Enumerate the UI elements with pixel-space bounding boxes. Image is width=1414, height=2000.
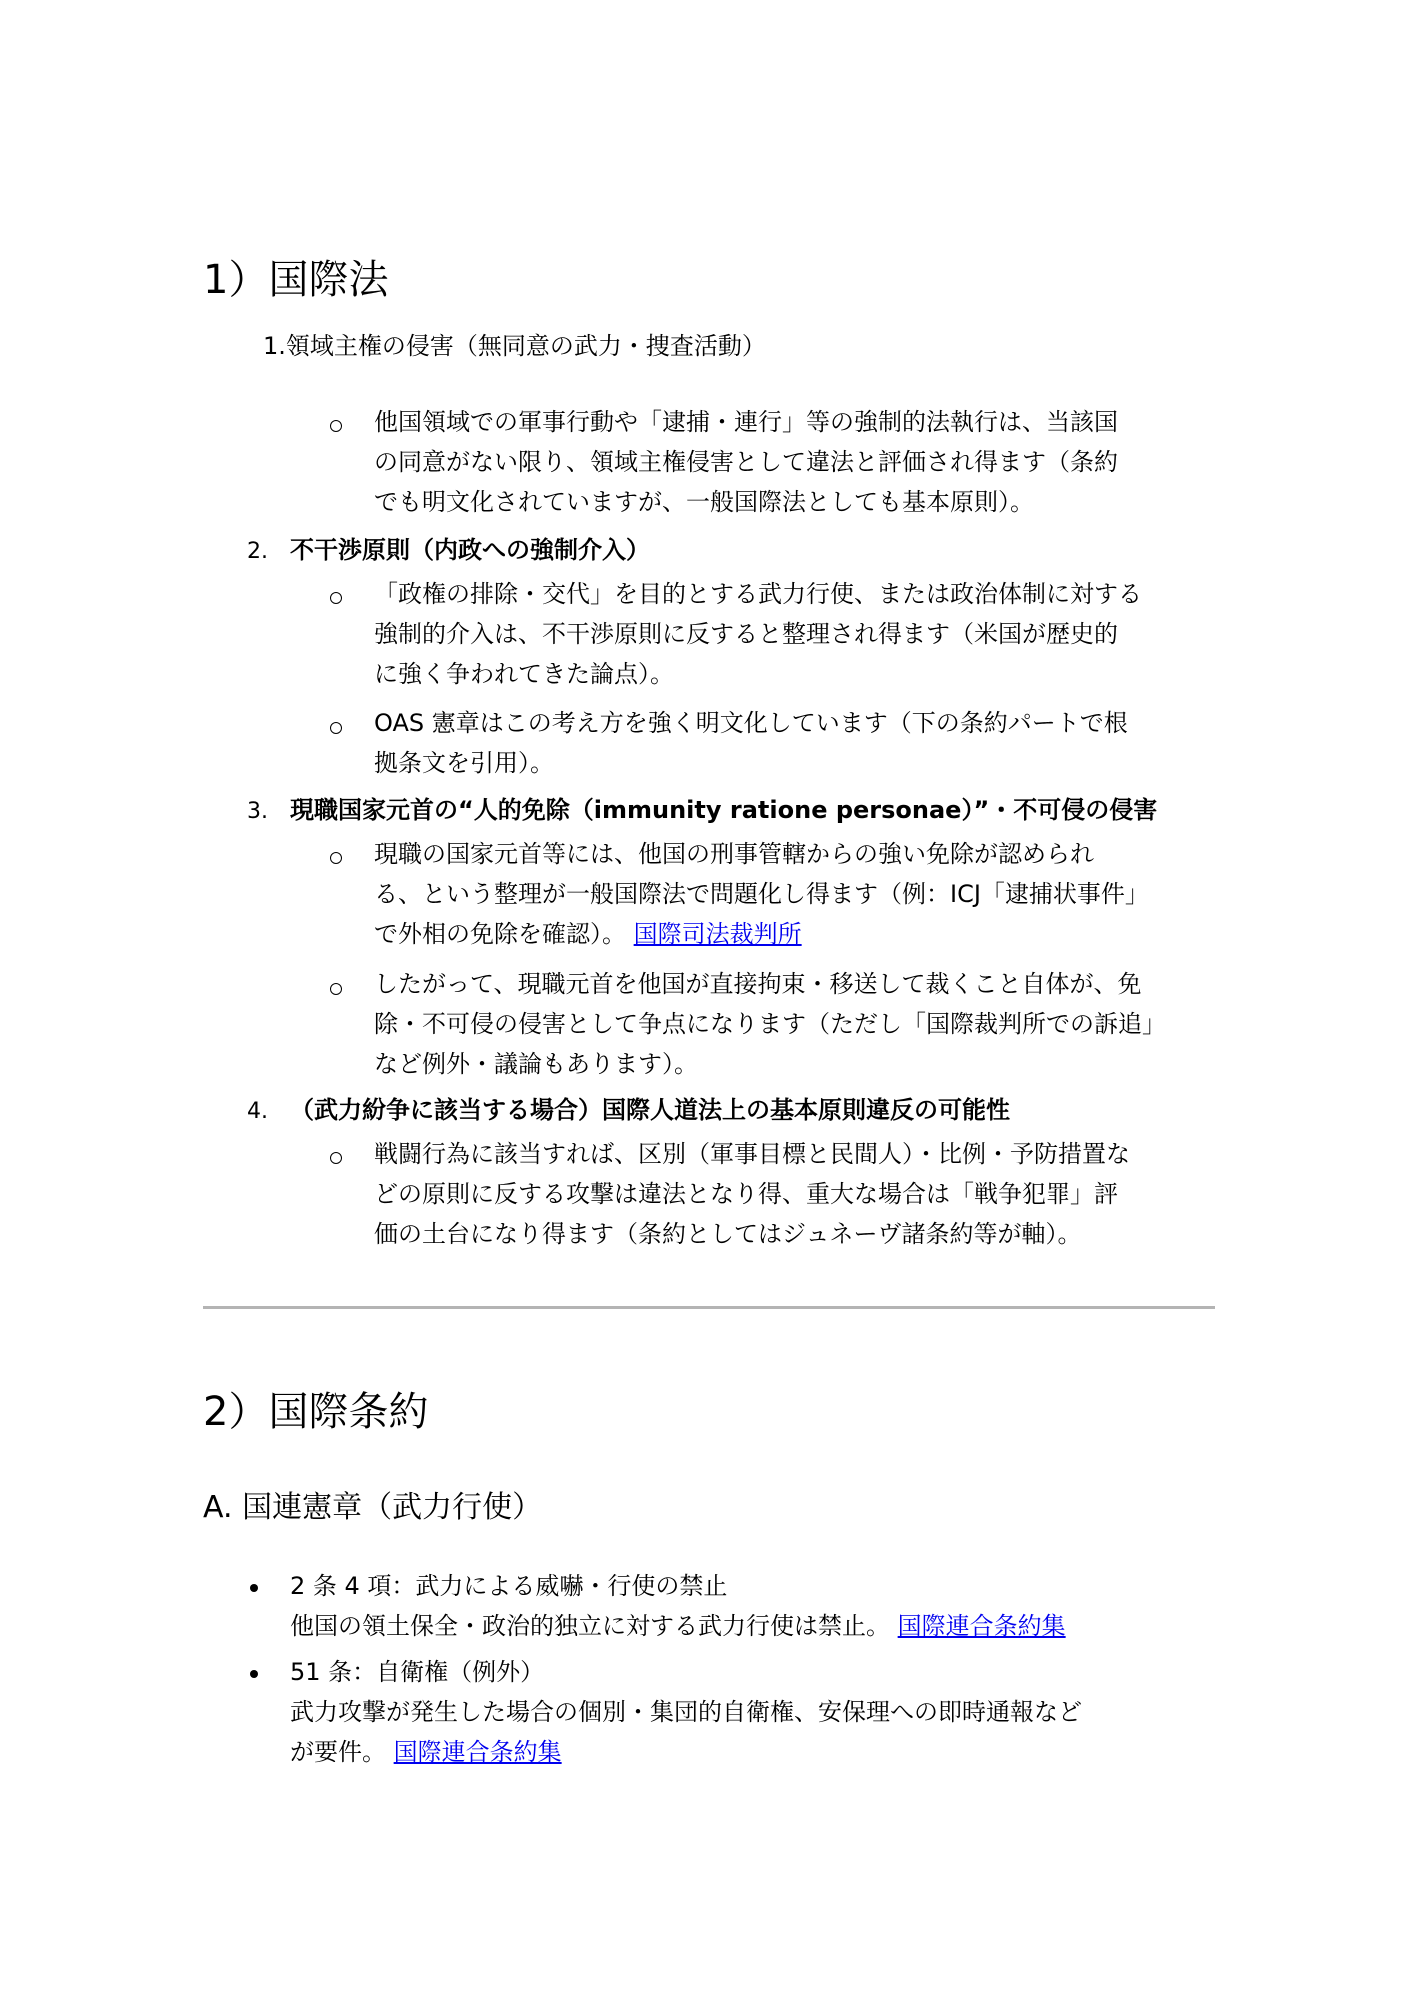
un-treaty-link[interactable]: 国際連合条約集 [897, 1612, 1066, 1640]
section-2-title: 国際条約 [268, 1389, 429, 1435]
text-line: 他国領域での軍事行動や「逮捕・連行」等の強制的法執行は、当該国 [374, 408, 1118, 436]
item-4-title: （武力紛争に該当する場合）国際人道法上の基本原則違反の可能性 [290, 1096, 1010, 1124]
text-segment: で外相の免除を確認）。 [374, 920, 626, 948]
item-1-heading [263, 330, 766, 362]
item-4-number: 4. [247, 1099, 268, 1124]
text-segment: 他国の領土保全・政治的独立に対する武力行使は禁止。 [290, 1612, 890, 1640]
text-line: 価の土台になり得ます（条約としてはジュネーヴ諸条約等が軸）。 [374, 1220, 1082, 1248]
text-line: 武力攻撃が発生した場合の個別・集団的自衛権、安保理への即時通報など [290, 1698, 1082, 1726]
item-3-title: 現職国家元首の“人的免除（immunity ratione personae）”・不可侵の侵害 [290, 796, 1158, 824]
charter-article-51 [290, 1652, 1082, 1772]
text-line [290, 1732, 1082, 1772]
text-line: 戦闘行為に該当すれば、区別（軍事目標と民間人）・比例・予防措置な [374, 1140, 1130, 1168]
circle-bullet-icon [330, 420, 342, 432]
text-line: 現職の国家元首等には、他国の刑事管轄からの強い免除が認められ [374, 840, 1094, 868]
item-1-bullet-1 [374, 402, 1118, 522]
text-line: に強く争われてきた論点）。 [374, 660, 674, 688]
text-line: OAS 憲章はこの考え方を強く明文化しています（下の条約パートで根 [374, 709, 1128, 737]
dot-bullet-icon [250, 1584, 258, 1592]
text-line: 「政権の排除・交代」を目的とする武力行使、または政治体制に対する [374, 580, 1142, 608]
circle-bullet-icon [330, 592, 342, 604]
section-1-number: 1） [203, 257, 269, 303]
section-1-heading [203, 256, 388, 304]
item-2-bullet-1 [374, 574, 1142, 694]
charter-article-2-4 [290, 1566, 1066, 1646]
text-line: でも明文化されていますが、一般国際法としても基本原則）。 [374, 488, 1034, 516]
circle-bullet-icon [330, 1152, 342, 1164]
icj-link[interactable]: 国際司法裁判所 [633, 920, 802, 948]
item-2-title: 不干渉原則（内政への強制介入） [290, 536, 650, 564]
item-3-bullet-1 [374, 834, 1149, 954]
text-line [290, 1606, 1066, 1646]
un-treaty-link[interactable]: 国際連合条約集 [393, 1738, 562, 1766]
item-3-bullet-2 [374, 964, 1166, 1084]
item-1-title: 領域主権の侵害（無同意の武力・捜査活動） [285, 332, 766, 360]
text-line: 除・不可侵の侵害として争点になります（ただし「国際裁判所での訴追」 [374, 1010, 1166, 1038]
dot-bullet-icon [250, 1670, 258, 1678]
text-line: など例外・議論もあります）。 [374, 1050, 698, 1078]
bullet-head: 51 条：自衛権（例外） [290, 1658, 545, 1686]
text-line: 強制的介入は、不干渉原則に反すると整理され得ます（米国が歴史的 [374, 620, 1118, 648]
item-2-bullet-2 [374, 703, 1128, 783]
section-2-number: 2） [203, 1389, 269, 1435]
text-line [374, 914, 1149, 954]
item-3-number: 3. [247, 799, 268, 824]
text-segment: が要件。 [290, 1738, 386, 1766]
text-line: る、という整理が一般国際法で問題化し得ます（例：ICJ「逮捕状事件」 [374, 880, 1149, 908]
subsection-a-label: A. [203, 1490, 233, 1525]
text-line: の同意がない限り、領域主権侵害として違法と評価され得ます（条約 [374, 448, 1118, 476]
subsection-a-title: 国連憲章（武力行使） [242, 1490, 543, 1525]
text-line: したがって、現職元首を他国が直接拘束・移送して裁くこと自体が、免 [374, 970, 1142, 998]
item-2-number: 2. [247, 539, 268, 564]
item-4-bullet-1 [374, 1134, 1130, 1254]
text-line: 拠条文を引用）。 [374, 749, 554, 777]
section-2-heading [203, 1388, 428, 1436]
bullet-head: 2 条 4 項：武力による威嚇・行使の禁止 [290, 1572, 728, 1600]
section-1-title: 国際法 [268, 257, 389, 303]
subsection-a-heading [203, 1488, 542, 1528]
circle-bullet-icon [330, 983, 342, 995]
text-line: どの原則に反する攻撃は違法となり得、重大な場合は「戦争犯罪」評 [374, 1180, 1118, 1208]
horizontal-divider [203, 1306, 1215, 1309]
circle-bullet-icon [330, 852, 342, 864]
circle-bullet-icon [330, 722, 342, 734]
item-1-number: 1. [263, 332, 286, 360]
